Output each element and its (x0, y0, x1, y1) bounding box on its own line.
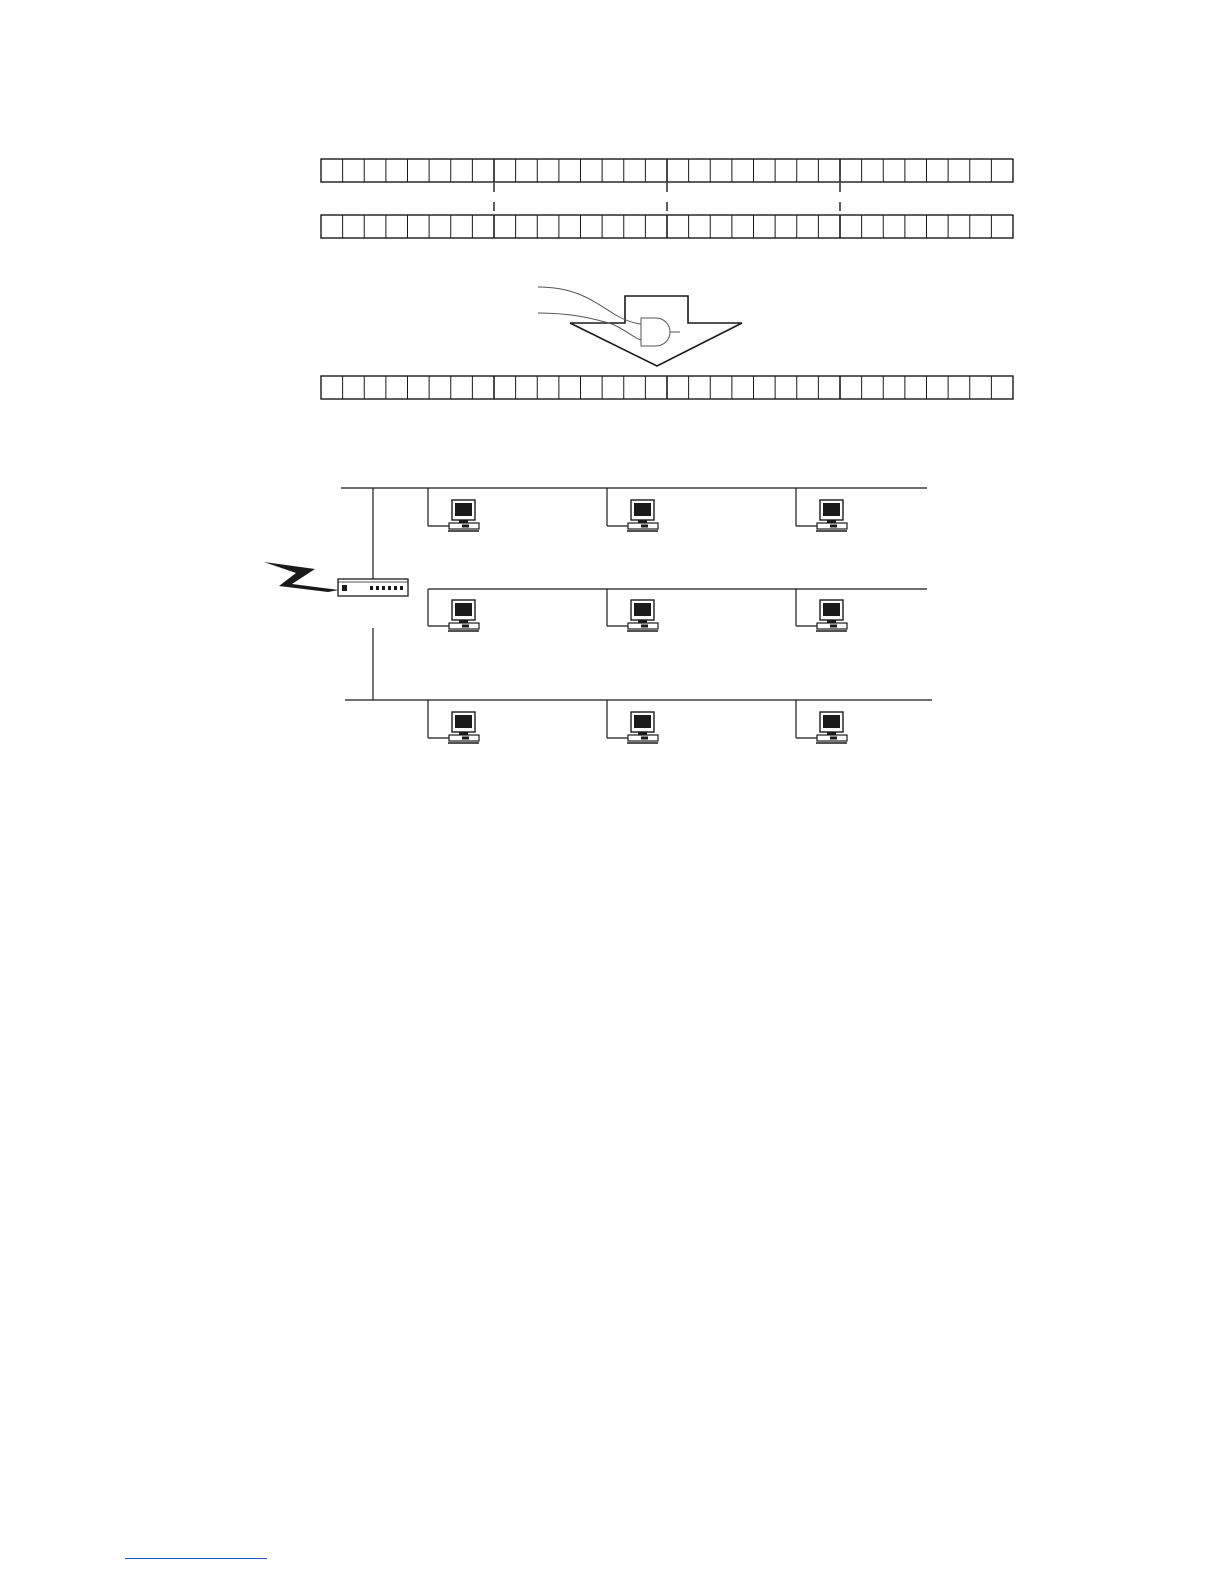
monitor-screen (823, 603, 840, 616)
computer-icon (627, 712, 658, 743)
router-port (376, 586, 379, 590)
computer-icon (816, 712, 847, 743)
router-port (394, 586, 397, 590)
monitor-screen (823, 715, 840, 728)
computer-icon (448, 600, 479, 631)
monitor-screen (634, 715, 651, 728)
network-figure (264, 488, 932, 743)
router-led (342, 585, 347, 591)
monitor-screen (455, 603, 472, 616)
drive-bay (830, 525, 837, 528)
footnote-rule (125, 1558, 267, 1559)
drive-bay (830, 737, 837, 740)
computer-icon (448, 500, 479, 531)
monitor-screen (455, 503, 472, 516)
down-arrow-shape (570, 296, 742, 366)
computer-icon (448, 712, 479, 743)
router-icon (338, 579, 408, 596)
monitor-screen (823, 503, 840, 516)
lightning-bolt-icon (264, 562, 339, 592)
bit-row (321, 376, 1013, 399)
bit-mask-figure (321, 159, 1013, 399)
computer-icon (627, 500, 658, 531)
router-port (382, 586, 385, 590)
router-port (400, 586, 403, 590)
drive-bay (641, 625, 648, 628)
drive-bay (462, 625, 469, 628)
drive-bay (641, 525, 648, 528)
monitor-screen (455, 715, 472, 728)
computer-icon (627, 600, 658, 631)
router-port (370, 586, 373, 590)
computer-icon (816, 500, 847, 531)
computer-icon (816, 600, 847, 631)
drive-bay (830, 625, 837, 628)
router-port (388, 586, 391, 590)
monitor-screen (634, 503, 651, 516)
and-operation-arrow (538, 287, 742, 366)
bit-row (321, 215, 1013, 238)
drive-bay (641, 737, 648, 740)
bit-row (321, 159, 1013, 182)
drive-bay (462, 737, 469, 740)
drive-bay (462, 525, 469, 528)
monitor-screen (634, 603, 651, 616)
